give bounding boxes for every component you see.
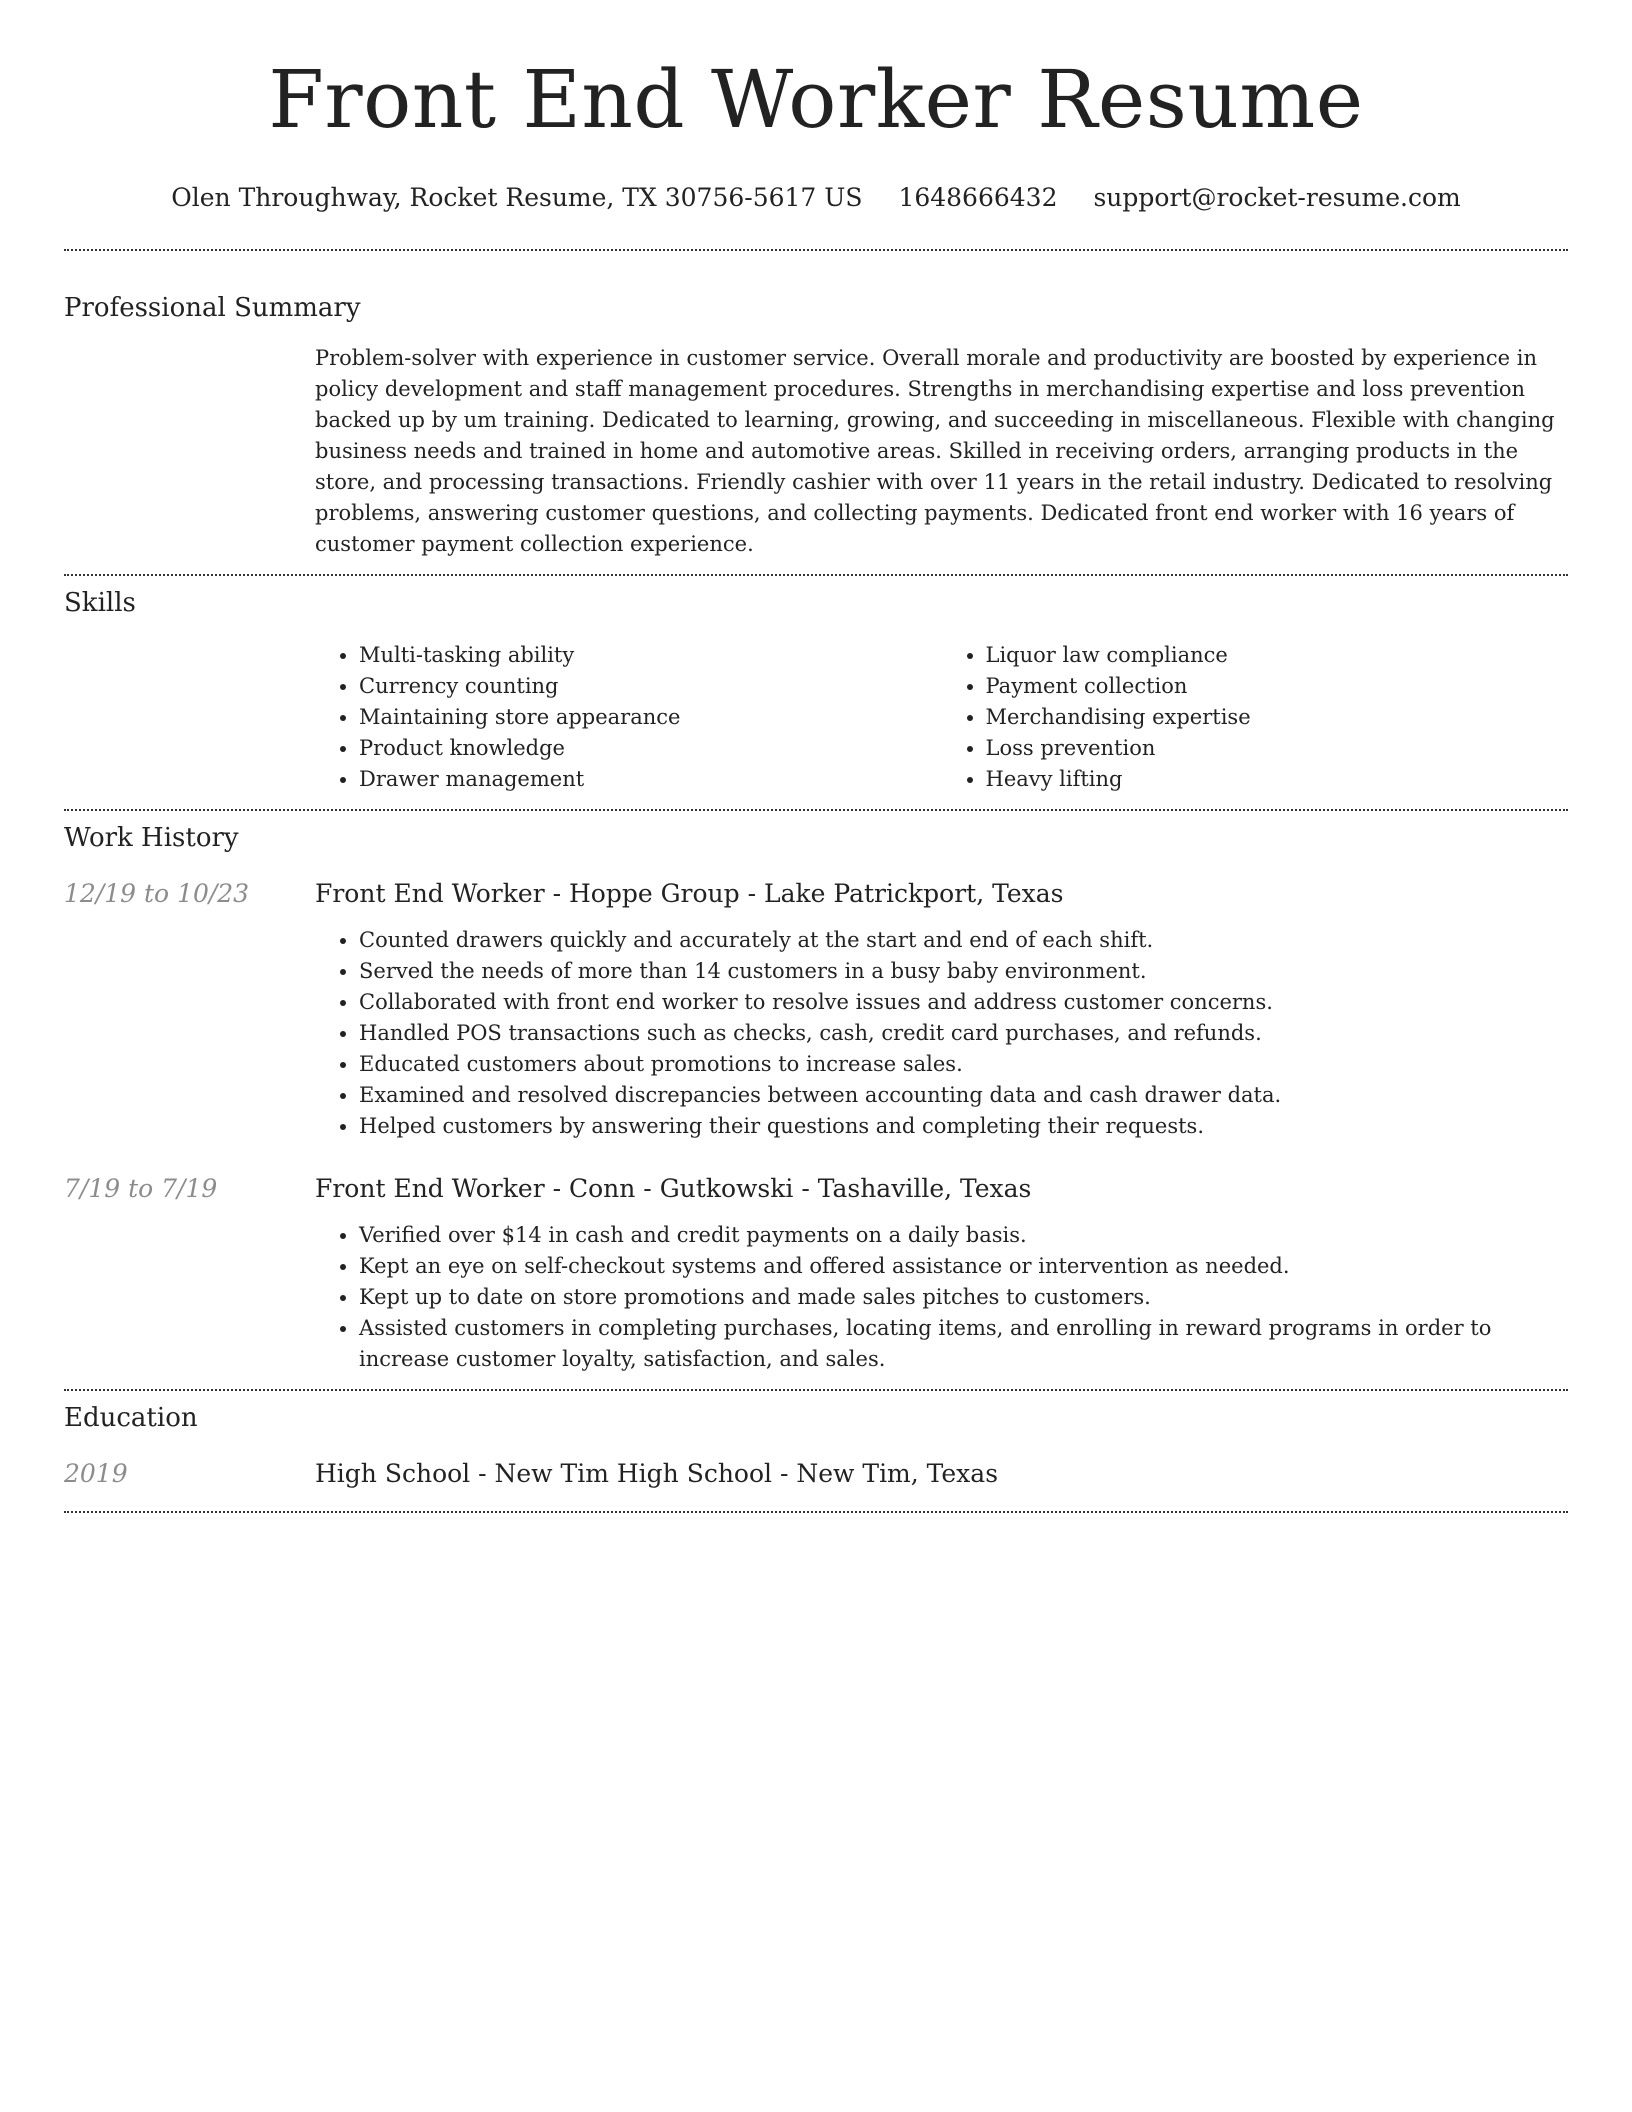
job-bullets (315, 1220, 1568, 1375)
skills-grid (315, 640, 1568, 795)
job-bullet: • Counted drawers quickly and accurately at the start and end of each shift. (359, 925, 1568, 956)
work-heading: Work History (64, 823, 239, 853)
job-dates: 12/19 to 10/23 (64, 879, 250, 908)
resume-page (64, 0, 1568, 1513)
job-bullet: • Kept an eye on self-checkout systems and offered assistance or intervention as needed. (359, 1251, 1568, 1282)
job-dates: 7/19 to 7/19 (64, 1174, 218, 1203)
work-section (64, 811, 1568, 1375)
skills-list-left (315, 640, 942, 795)
skills-section (64, 576, 1568, 795)
job-bullet: • Handled POS transactions such as checks, cash, credit card purchases, and refunds. (359, 1018, 1568, 1049)
education-title: High School - New Tim High School - New Tim, Texas (315, 1459, 999, 1488)
job-bullet: • Served the needs of more than 14 customers in a busy baby environment. (359, 956, 1568, 987)
job-bullet: • Verified over $14 in cash and credit payments on a daily basis. (359, 1220, 1568, 1251)
skill-item: • Loss prevention (986, 733, 1569, 764)
resume-title: Front End Worker Resume (268, 53, 1364, 146)
contact-phone: 1648666432 (898, 183, 1058, 212)
skills-heading: Skills (64, 588, 136, 618)
job-bullet: • Examined and resolved discrepancies between accounting data and cash drawer data. (359, 1080, 1568, 1111)
skills-list-right (942, 640, 1569, 795)
education-entry (64, 1457, 1568, 1491)
job-bullet: • Kept up to date on store promotions and made sales pitches to customers. (359, 1282, 1568, 1313)
job-title: Front End Worker - Conn - Gutkowski - Tashaville, Texas (315, 1174, 1032, 1203)
skill-item: • Liquor law compliance (986, 640, 1569, 671)
skill-item: • Drawer management (359, 764, 942, 795)
skill-item: • Merchandising expertise (986, 702, 1569, 733)
job-bullet: • Assisted customers in completing purchases, locating items, and enrolling in reward programs in order to increase customer loyalty, satisfaction, and sales. (359, 1313, 1568, 1375)
summary-section (64, 251, 1568, 560)
education-date: 2019 (64, 1459, 128, 1488)
divider (64, 1511, 1568, 1513)
contact-line (64, 182, 1568, 214)
summary-heading: Professional Summary (64, 293, 361, 323)
job-bullets (315, 925, 1568, 1142)
job-entry (64, 877, 1568, 1142)
job-bullet: • Educated customers about promotions to increase sales. (359, 1049, 1568, 1080)
skill-item: • Multi-tasking ability (359, 640, 942, 671)
job-title: Front End Worker - Hoppe Group - Lake Patrickport, Texas (315, 879, 1064, 908)
education-section (64, 1391, 1568, 1491)
education-heading: Education (64, 1403, 198, 1433)
job-bullet: • Helped customers by answering their questions and completing their requests. (359, 1111, 1568, 1142)
skill-item: • Heavy lifting (986, 764, 1569, 795)
skill-item: • Currency counting (359, 671, 942, 702)
job-entry (64, 1172, 1568, 1375)
job-bullet: • Collaborated with front end worker to resolve issues and address customer concerns. (359, 987, 1568, 1018)
contact-address: Olen Throughway, Rocket Resume, TX 30756-5617 US (171, 183, 863, 212)
skill-item: • Maintaining store appearance (359, 702, 942, 733)
contact-email: support@rocket-resume.com (1093, 183, 1461, 212)
summary-text: Problem-solver with experience in customer service. Overall morale and productivity are boosted by experience in policy development and staff management procedures. Strengths in merchandising expertise and loss prevention backed up by um training. Dedicated to learning, growing, and succeeding in miscellaneous. Flexible with changing business needs and trained in home and automotive areas. Skilled in receiving orders, arranging products in the store, and processing transactions. Friendly cashier with over 11 years in the retail industry. Dedicated to resolving problems, answering customer questions, and collecting payments. Dedicated front end worker with 16 years of customer payment collection experience. (315, 346, 1555, 556)
skill-item: • Product knowledge (359, 733, 942, 764)
skill-item: • Payment collection (986, 671, 1569, 702)
